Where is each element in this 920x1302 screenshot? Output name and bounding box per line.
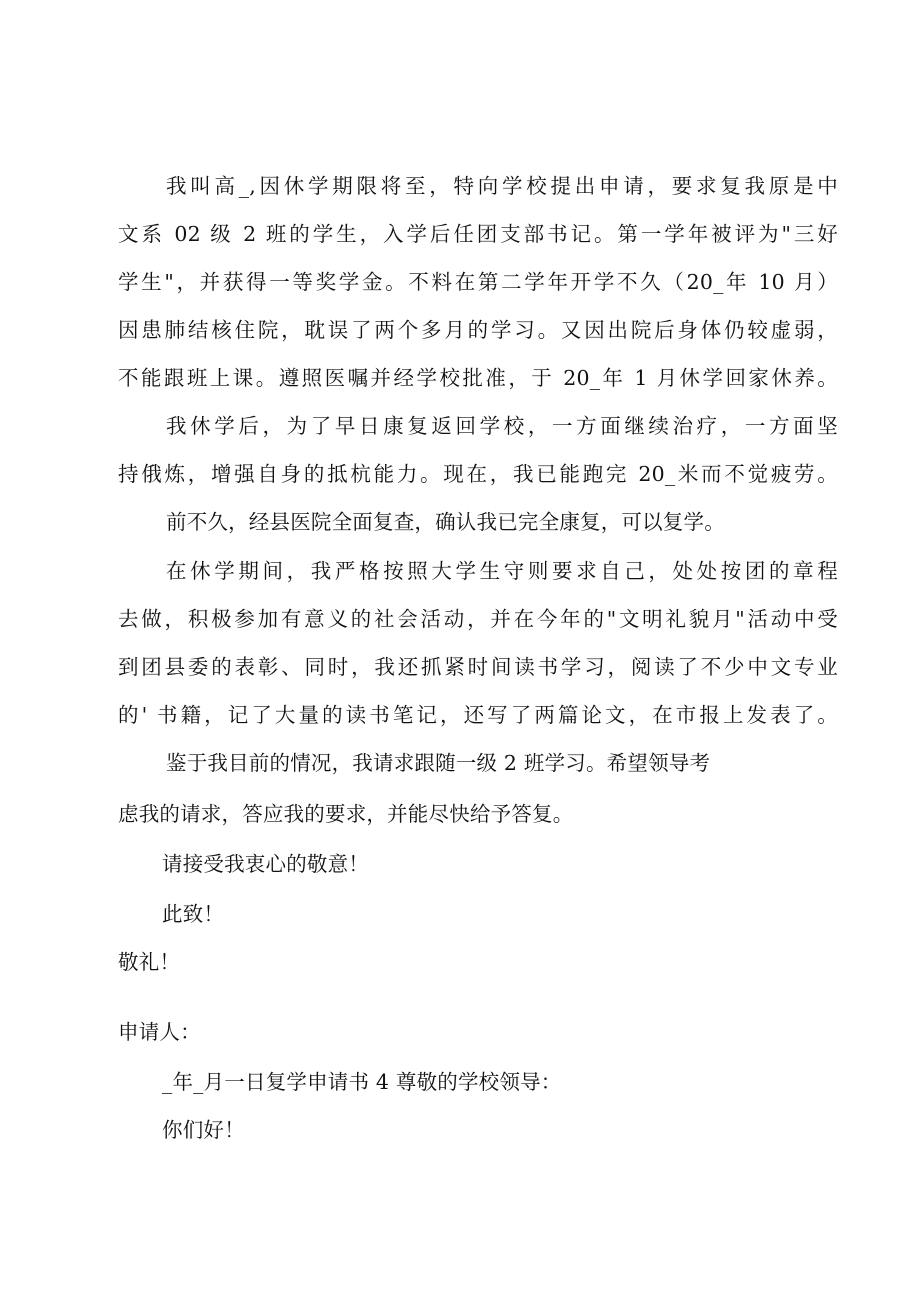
paragraph-1-line-2: 文系 02 级 2 班的学生，入学后任团支部书记。第一学年被评为"三好 <box>118 222 838 246</box>
paragraph-4-line-2: 去做，积极参加有意义的社会活动，并在今年的"文明礼貌月"活动中受 <box>118 607 838 631</box>
date-and-next-heading: _年_月一日复学申请书 4 尊敬的学校领导： <box>162 1070 562 1094</box>
paragraph-2-line-1: 我休学后，为了早日康复返回学校，一方面继续治疗，一方面坚 <box>166 414 838 438</box>
paragraph-4-line-1: 在休学期间，我严格按照大学生守则要求自己，处处按团的章程 <box>166 559 838 583</box>
paragraph-5-line-1: 鉴于我目前的情况，我请求跟随一级 2 班学习。希望领导考 <box>166 751 711 775</box>
paragraph-2-line-2: 持俄炼，增强自身的抵杭能力。现在，我已能跑完 20_米而不觉疲劳。 <box>118 462 838 486</box>
paragraph-1-line-1: 我叫高_,因休学期限将至，特向学校提出申请，要求复我原是中 <box>166 174 838 198</box>
closing-salutation: 此致！ <box>162 902 225 926</box>
closing-regards: 敬礼！ <box>118 950 181 974</box>
paragraph-3-line-1: 前不久，经县医院全面复查，确认我已完全康复，可以复学。 <box>166 510 725 534</box>
paragraph-4-line-3: 到团县委的表彰、同时，我还抓紧时间读书学习，阅读了不少中文专业 <box>118 655 838 679</box>
paragraph-1-line-4: 因患肺结核住院，耽误了两个多月的学习。又因出院后身体仍较虚弱， <box>118 318 838 342</box>
paragraph-4-line-4: 的' 书籍，记了大量的读书笔记，还写了两篇论文，在市报上发表了。 <box>118 703 838 727</box>
paragraph-1-line-5: 不能跟班上课。遵照医嘱并经学校批准，于 20_年 1 月休学回家休养。 <box>118 366 838 390</box>
applicant-label: 申请人： <box>118 1020 201 1044</box>
paragraph-5-line-2: 虑我的请求，答应我的要求，并能尽快给予答复。 <box>118 802 574 826</box>
paragraph-1-line-3: 学生"，并获得一等奖学金。不料在第二学年开学不久（20_年 10 月） <box>118 270 838 294</box>
greeting: 你们好！ <box>162 1118 245 1142</box>
closing-respect: 请接受我衷心的敬意！ <box>162 852 369 876</box>
